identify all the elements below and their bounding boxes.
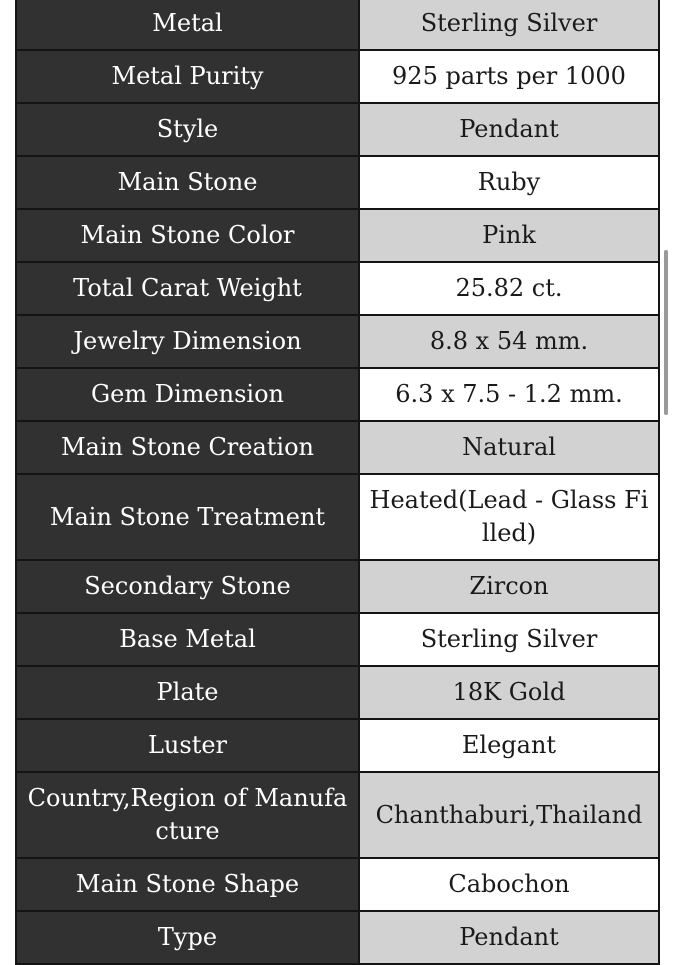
- spec-value: 6.3 x 7.5 - 1.2 mm.: [359, 368, 659, 421]
- spec-value: 925 parts per 1000: [359, 50, 659, 103]
- spec-value: 8.8 x 54 mm.: [359, 315, 659, 368]
- spec-value: Sterling Silver: [359, 0, 659, 50]
- spec-key: Main Stone Color: [16, 209, 359, 262]
- spec-key: Main Stone Creation: [16, 421, 359, 474]
- table-row: [16, 0, 659, 50]
- spec-value: 18K Gold: [359, 666, 659, 719]
- table-row: [16, 666, 659, 719]
- spec-value: Chanthaburi,Thailand: [359, 772, 659, 858]
- spec-value: Pendant: [359, 103, 659, 156]
- spec-key: Metal Purity: [16, 50, 359, 103]
- spec-value: Ruby: [359, 156, 659, 209]
- table-row: [16, 315, 659, 368]
- spec-key: Type: [16, 911, 359, 964]
- spec-value: Pink: [359, 209, 659, 262]
- table-row: [16, 719, 659, 772]
- spec-key: Plate: [16, 666, 359, 719]
- table-row: [16, 474, 659, 560]
- table-row: [16, 368, 659, 421]
- spec-value: Elegant: [359, 719, 659, 772]
- spec-value: 25.82 ct.: [359, 262, 659, 315]
- table-row: [16, 560, 659, 613]
- spec-key: Main Stone Treatment: [16, 474, 359, 560]
- spec-value: Zircon: [359, 560, 659, 613]
- table-row: [16, 613, 659, 666]
- table-row: [16, 772, 659, 858]
- spec-value: Cabochon: [359, 858, 659, 911]
- spec-key: Main Stone: [16, 156, 359, 209]
- spec-key: Style: [16, 103, 359, 156]
- spec-key: Luster: [16, 719, 359, 772]
- spec-key: Secondary Stone: [16, 560, 359, 613]
- table-row: [16, 858, 659, 911]
- table-row: [16, 103, 659, 156]
- vertical-scrollbar[interactable]: [664, 250, 668, 415]
- spec-key: Total Carat Weight: [16, 262, 359, 315]
- spec-key: Country,Region of Manufacture: [16, 772, 359, 858]
- spec-value: Heated(Lead - Glass Filled): [359, 474, 659, 560]
- spec-key: Base Metal: [16, 613, 359, 666]
- spec-value: Sterling Silver: [359, 613, 659, 666]
- spec-key: Jewelry Dimension: [16, 315, 359, 368]
- spec-key: Gem Dimension: [16, 368, 359, 421]
- table-row: [16, 156, 659, 209]
- spec-key: Main Stone Shape: [16, 858, 359, 911]
- spec-value: Natural: [359, 421, 659, 474]
- table-row: [16, 262, 659, 315]
- spec-value: Pendant: [359, 911, 659, 964]
- item-specifics-table: [15, 0, 660, 965]
- table-row: [16, 50, 659, 103]
- spec-key: Metal: [16, 0, 359, 50]
- table-row: [16, 911, 659, 964]
- table-row: [16, 421, 659, 474]
- table-row: [16, 209, 659, 262]
